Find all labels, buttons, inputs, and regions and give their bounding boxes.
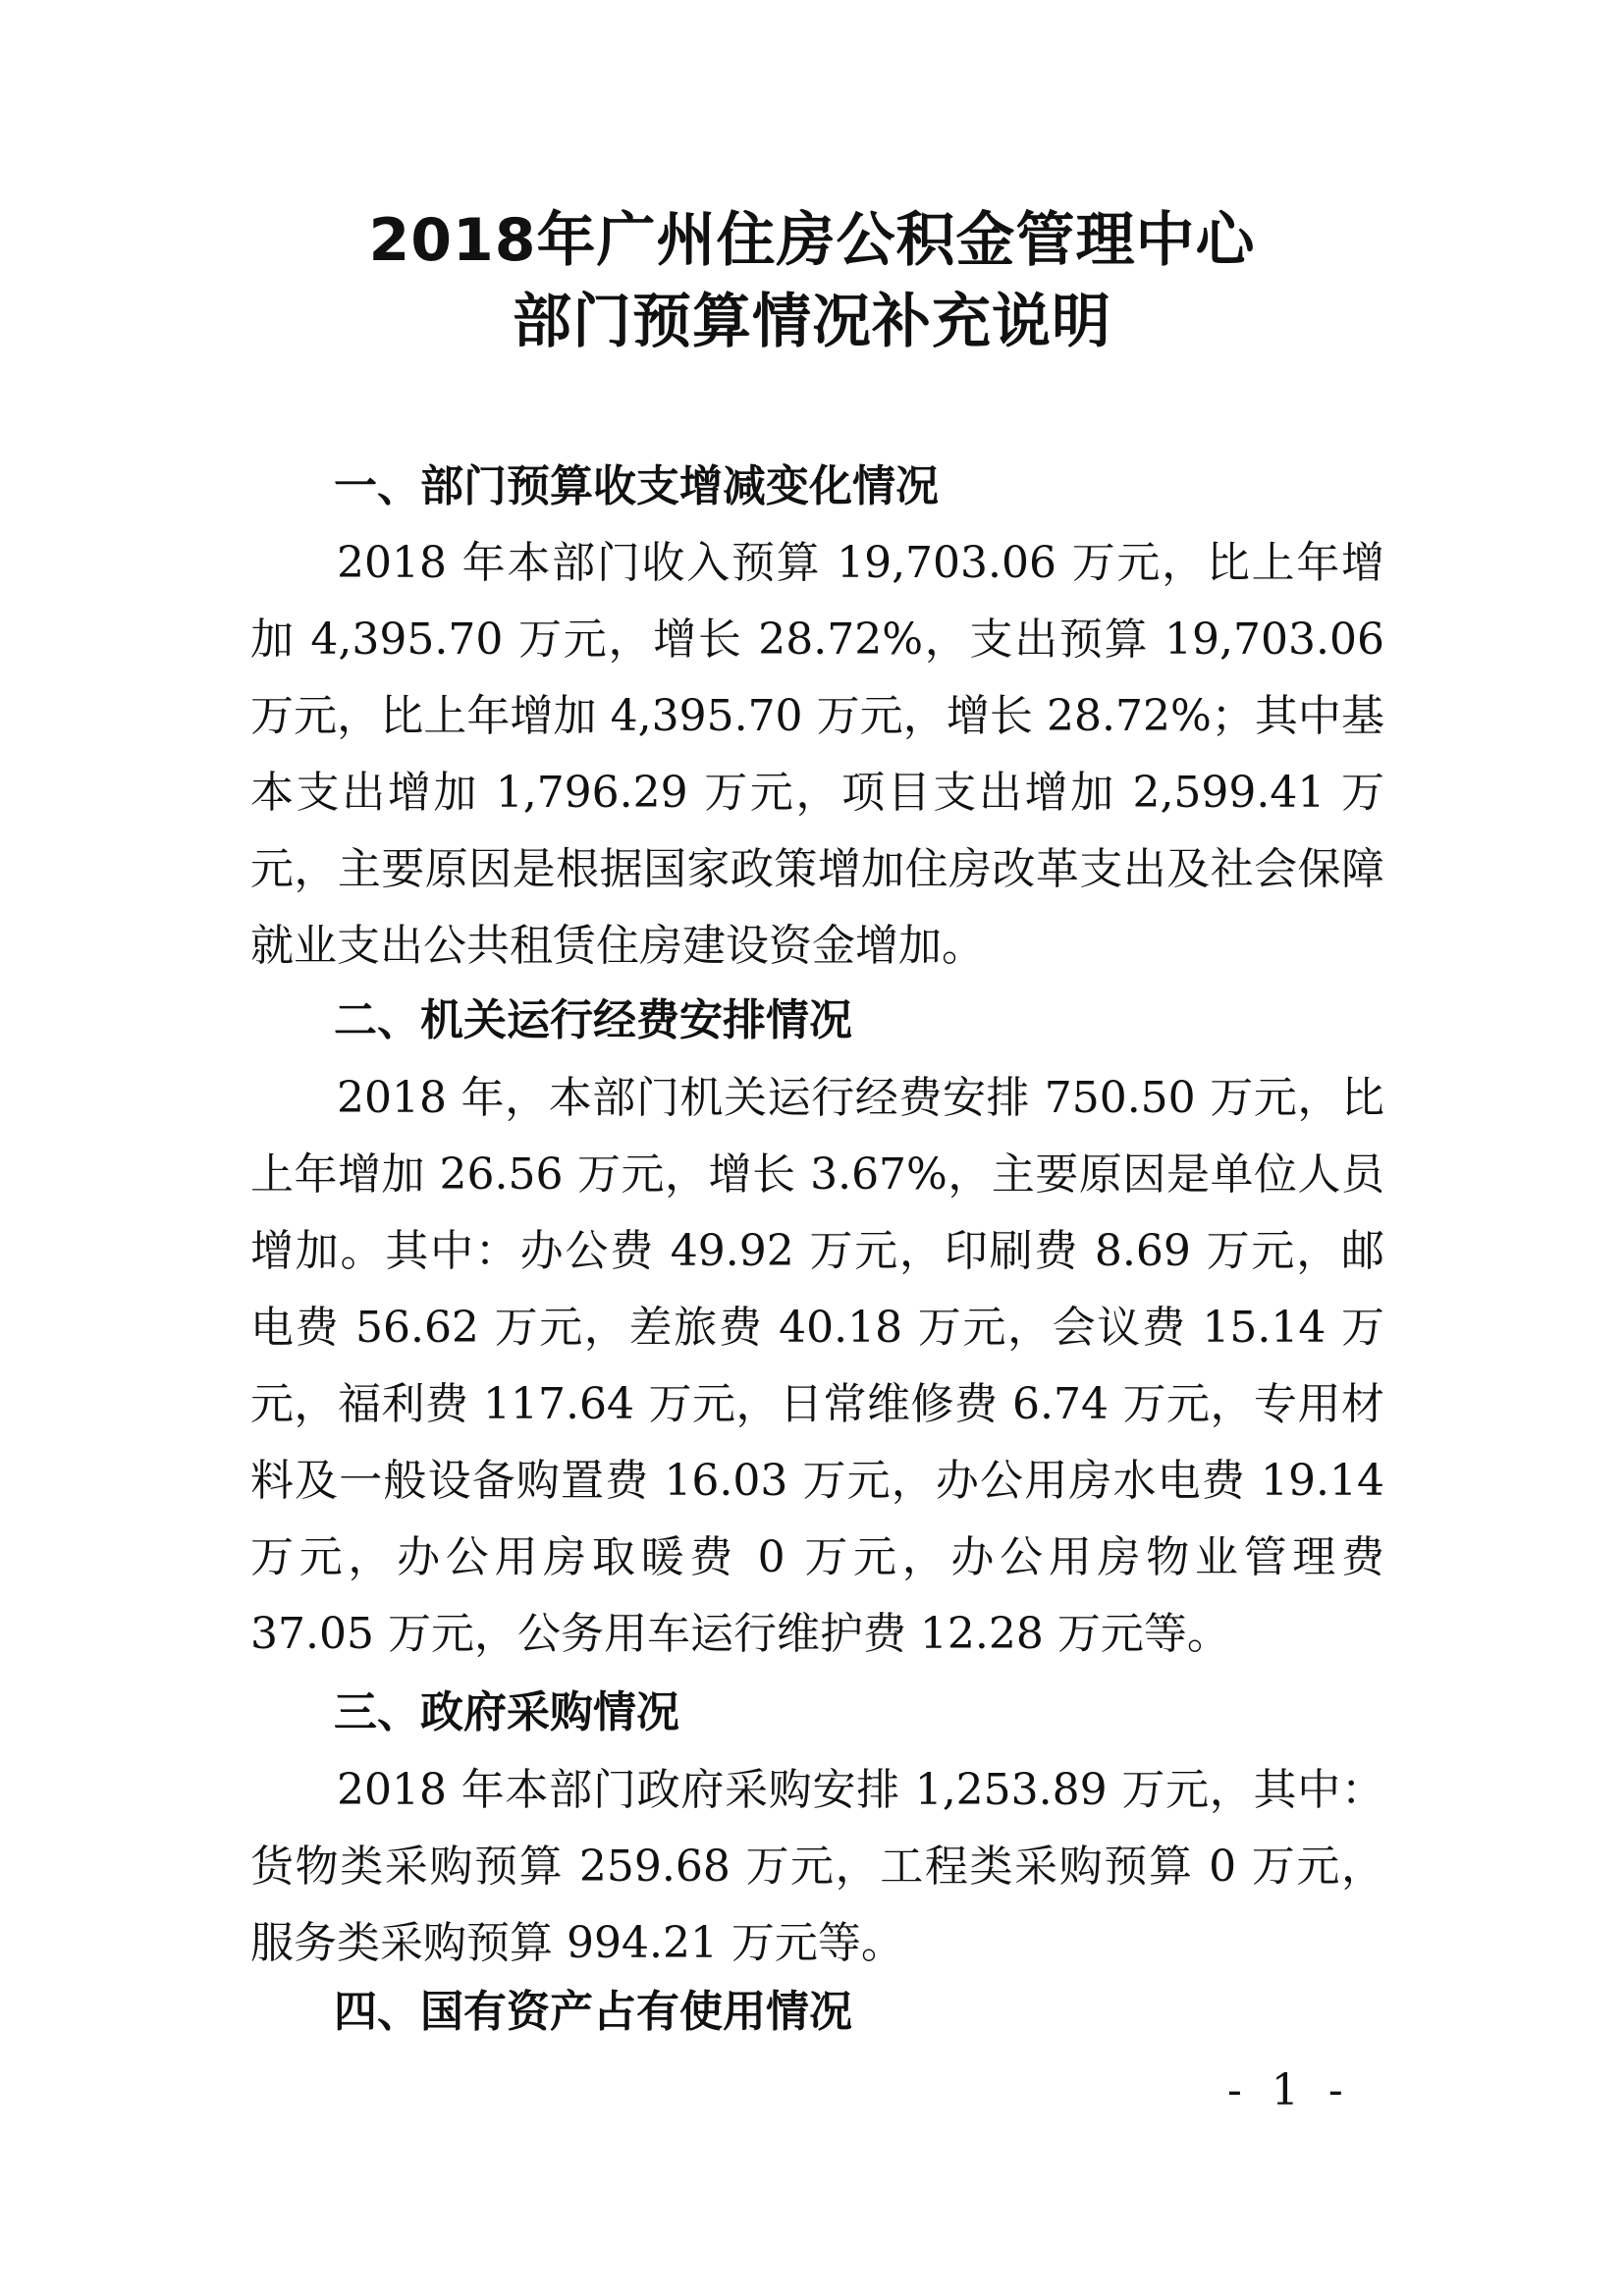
document-title-line-2: 部门预算情况补充说明 bbox=[513, 288, 1111, 356]
section-paragraph-2: 2018 年，本部门机关运行经费安排 750.50 万元，比上年增加 26.56 万元，增长 3.67%，主要原因是单位人员增加。其中：办公费 49.92 万元，印刷费 8.69 万元，邮电费 56.62 万元，差旅费 40.18 万元，会议费 15.14 万元，福利费 117.64 万元，日常维修费 6.74 万元，专用材料及一般设备购置费 16.03 万元，办公用房水电费 19.14 万元，办公用房取暖费 0 万元，办公用房物业管理费 37.05 万元，公务用车运行维护费 12.28 万元等。 bbox=[250, 1073, 1384, 1659]
section-paragraph-1: 2018 年本部门收入预算 19,703.06 万元，比上年增加 4,395.70 万元，增长 28.72%，支出预算 19,703.06 万元，比上年增加 4,395.70 万元，增长 28.72%；其中基本支出增加 1,796.29 万元，项目支出增加 2,599.41 万元，主要原因是根据国家政策增加住房改革支出及社会保障就业支出公共租赁住房建设资金增加。 bbox=[250, 538, 1384, 971]
section-heading-2: 二、机关运行经费安排情况 bbox=[334, 995, 852, 1045]
page-number: - 1 - bbox=[1227, 2065, 1351, 2115]
document-title-line-1: 2018年广州住房公积金管理中心 bbox=[368, 206, 1256, 275]
section-heading-4: 四、国有资产占有使用情况 bbox=[334, 1987, 852, 2037]
section-paragraph-3: 2018 年本部门政府采购安排 1,253.89 万元，其中：货物类采购预算 259.68 万元，工程类采购预算 0 万元，服务类采购预算 994.21 万元等。 bbox=[250, 1765, 1384, 1968]
section-heading-3: 三、政府采购情况 bbox=[334, 1687, 679, 1737]
section-heading-1: 一、部门预算收支增减变化情况 bbox=[334, 461, 939, 511]
